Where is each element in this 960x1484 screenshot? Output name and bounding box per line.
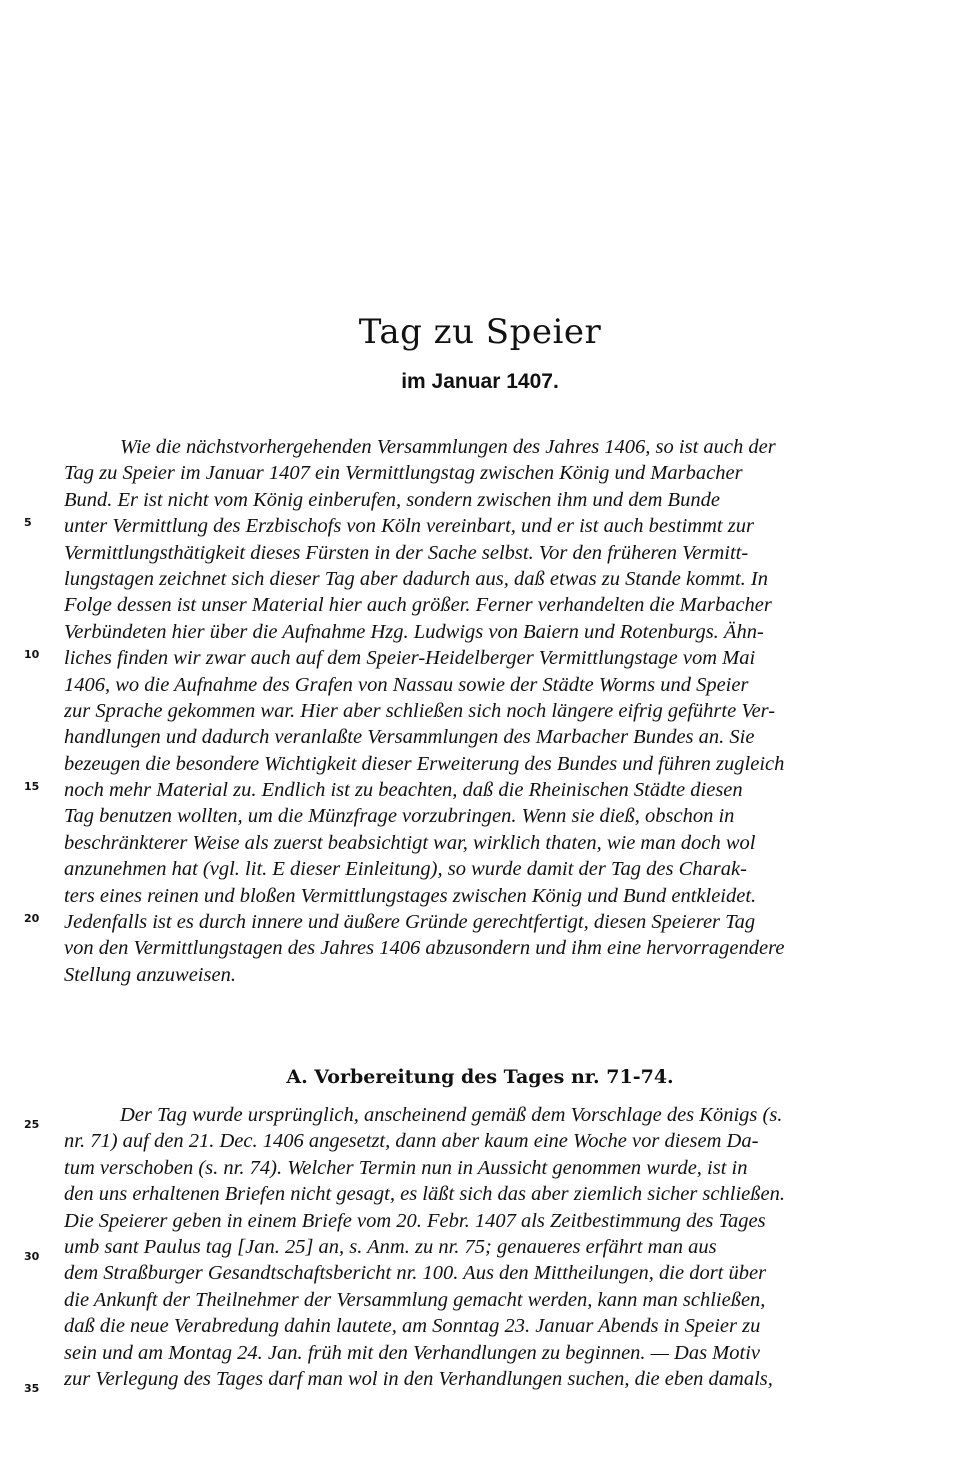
- text-line: von den Vermittlungstagen des Jahres 1406 abzusondern und ihm eine hervorragendere: [64, 937, 785, 960]
- line-number: 15: [24, 780, 40, 793]
- line-number: 35: [24, 1382, 40, 1395]
- page-subtitle: im Januar 1407.: [401, 370, 559, 393]
- text-line: Verbündeten hier über die Aufnahme Hzg. Ludwigs von Baiern und Rotenburgs. Ähn-: [64, 620, 764, 643]
- text-line: dem Straßburger Gesandtschaftsbericht nr. 100. Aus den Mittheilungen, die dort über: [64, 1262, 767, 1285]
- text-line: liches finden wir zwar auch auf dem Speier-Heidelberger Vermittlungstage vom Mai: [64, 647, 756, 670]
- text-line: Tag benutzen wollten, um die Münzfrage vorzubringen. Wenn sie dieß, obschon in: [64, 805, 735, 828]
- line-number: 30: [24, 1250, 40, 1263]
- line-number: 25: [24, 1118, 40, 1131]
- intro-paragraph: [64, 434, 928, 988]
- text-line: tum verschoben (s. nr. 74). Welcher Termin nun in Aussicht genommen wurde, ist in: [64, 1156, 748, 1179]
- text-line: anzunehmen hat (vgl. lit. E dieser Einleitung), so wurde damit der Tag des Charak-: [64, 858, 747, 881]
- text-line: Vermittlungsthätigkeit dieses Fürsten in der Sache selbst. Vor den früheren Vermitt-: [64, 541, 749, 564]
- text-line: Wie die nächstvorhergehenden Versammlungen des Jahres 1406, so ist auch der: [120, 436, 776, 458]
- text-line: zur Sprache gekommen war. Hier aber schließen sich noch längere eifrig geführte Ver-: [64, 699, 776, 722]
- section-heading: A. Vorbereitung des Tages nr. 71-74.: [286, 1066, 674, 1088]
- page-title: Tag zu Speier: [358, 312, 602, 352]
- text-line: ters eines reinen und bloßen Vermittlungstages zwischen König und Bund entkleidet.: [64, 884, 757, 907]
- text-line: beschränkterer Weise als zuerst beabsichtigt war, wirklich thaten, wie man doch wol: [64, 831, 756, 854]
- text-line: Folge dessen ist unser Material hier auch größer. Ferner verhandelten die Marbacher: [64, 594, 772, 617]
- line-number: 5: [24, 516, 32, 529]
- text-line: daß die neue Verabredung dahin lautete, am Sonntag 23. Januar Abends in Speier zu: [64, 1315, 761, 1338]
- text-line: den uns erhaltenen Briefen nicht gesagt, es läßt sich das aber ziemlich sicher schließen.: [64, 1183, 785, 1206]
- text-line: lungstagen zeichnet sich dieser Tag aber dadurch aus, daß etwas zu Stande kommt. In: [64, 567, 768, 590]
- text-line: Jedenfalls ist es durch innere und äußere Gründe gerechtfertigt, diesen Speierer Tag: [64, 911, 756, 934]
- text-line: nr. 71) auf den 21. Dec. 1406 angesetzt, dann aber kaum eine Woche vor diesem Da-: [64, 1130, 759, 1153]
- text-line: Bund. Er ist nicht vom König einberufen, sondern zwischen ihm und dem Bunde: [64, 488, 720, 511]
- text-line: zur Verlegung des Tages darf man wol in den Verhandlungen suchen, die eben damals,: [64, 1367, 773, 1390]
- text-line: umb sant Paulus tag [Jan. 25] an, s. Anm. zu nr. 75; genaueres erfährt man aus: [64, 1235, 717, 1258]
- text-line: Die Speierer geben in einem Briefe vom 20. Febr. 1407 als Zeitbestimmung des Tages: [64, 1209, 766, 1232]
- text-line: Tag zu Speier im Januar 1407 ein Vermittlungstag zwischen König und Marbacher: [64, 462, 743, 485]
- text-line: bezeugen die besondere Wichtigkeit dieser Erweiterung des Bundes und führen zugleich: [64, 752, 785, 775]
- line-number: 20: [24, 912, 40, 925]
- text-line: die Ankunft der Theilnehmer der Versammlung gemacht werden, kann man schließen,: [64, 1288, 766, 1311]
- text-line: Stellung anzuweisen.: [64, 963, 236, 986]
- text-line: 1406, wo die Aufnahme des Grafen von Nassau sowie der Städte Worms und Speier: [64, 673, 749, 696]
- text-line: unter Vermittlung des Erzbischofs von Köln vereinbart, und er ist auch bestimmt zur: [64, 515, 754, 538]
- text-line: handlungen und dadurch veranlaßte Versammlungen des Marbacher Bundes an. Sie: [64, 726, 755, 749]
- text-line: Der Tag wurde ursprünglich, anscheinend gemäß dem Vorschlage des Königs (s.: [120, 1104, 783, 1126]
- text-line: sein und am Montag 24. Jan. früh mit den Verhandlungen zu beginnen. — Das Motiv: [64, 1341, 760, 1364]
- line-number: 10: [24, 648, 40, 661]
- section-paragraph: [64, 1102, 928, 1392]
- text-line: noch mehr Material zu. Endlich ist zu beachten, daß die Rheinischen Städte diesen: [64, 779, 743, 802]
